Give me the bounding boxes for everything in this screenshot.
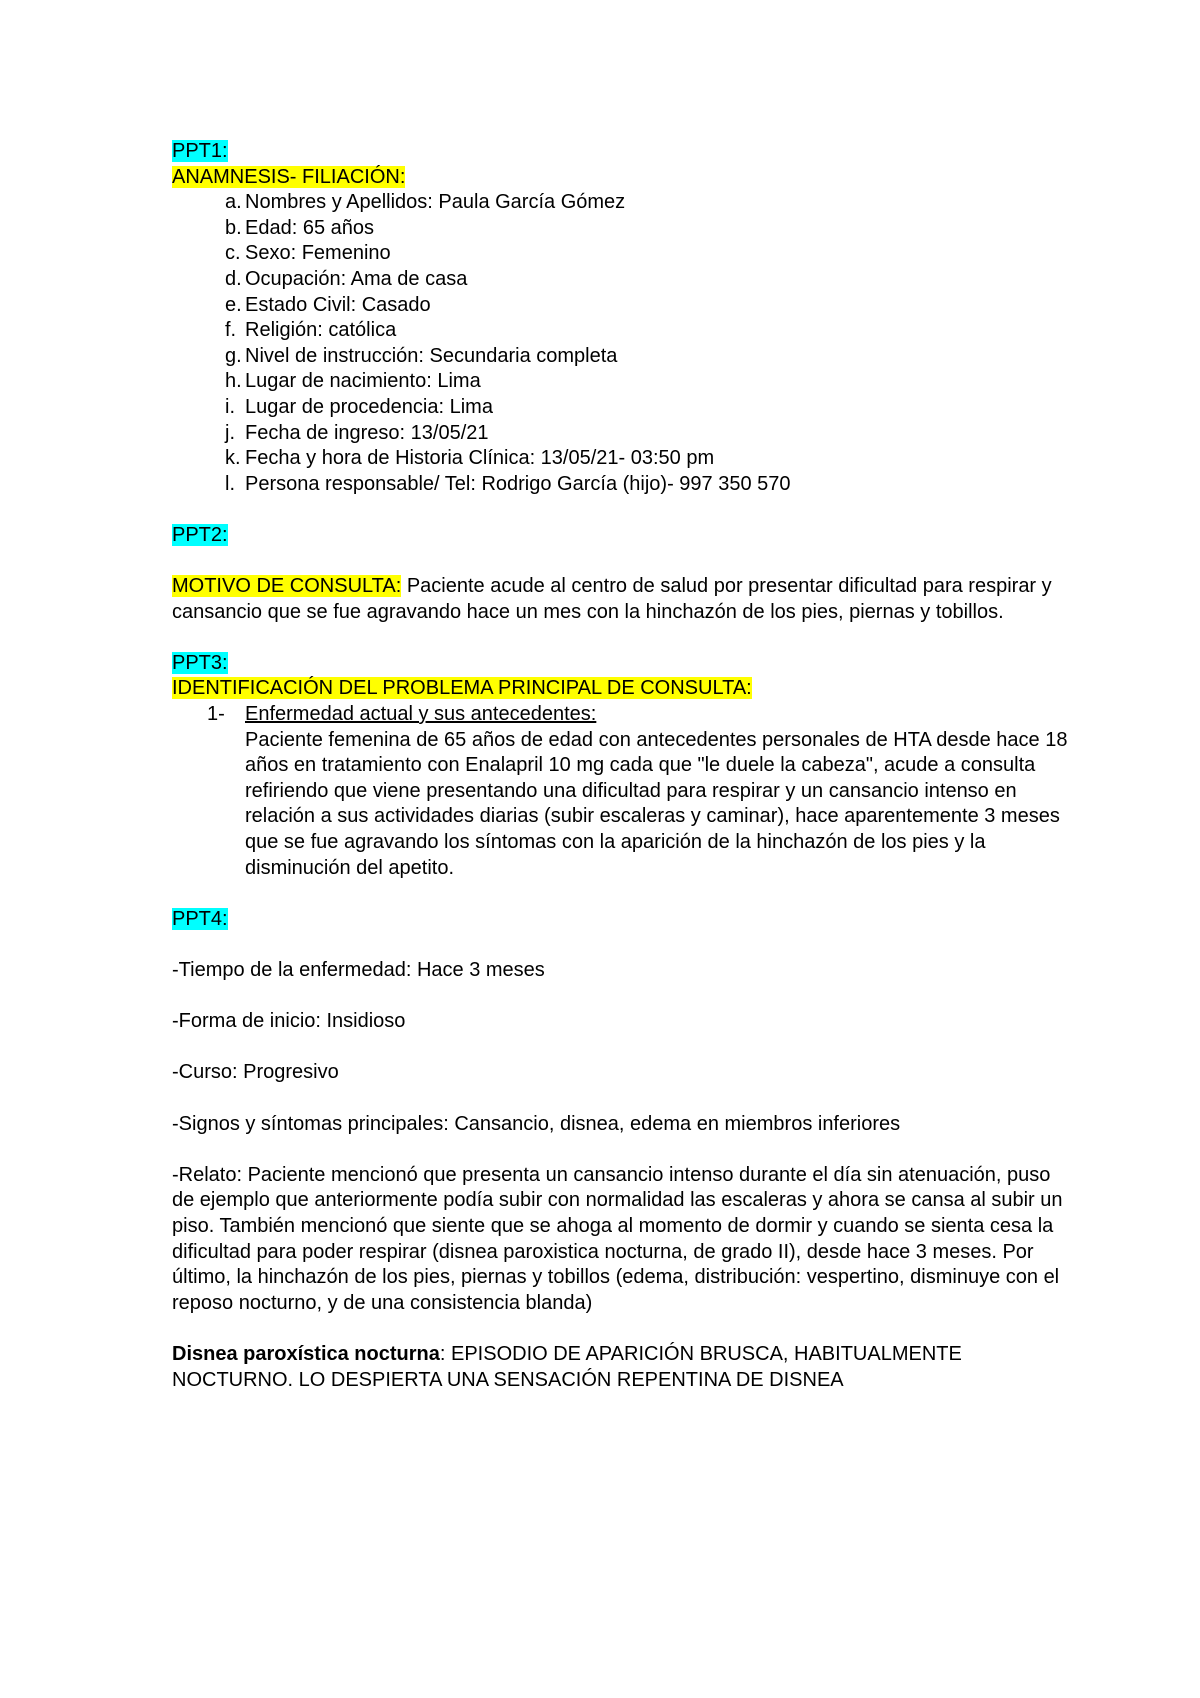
ppt1-label: PPT1: [172, 140, 228, 162]
filiacion-item [172, 369, 1072, 395]
filiacion-item-letter: k. [225, 447, 241, 470]
filiacion-item-letter: a. [225, 191, 242, 214]
enfermedad-actual-item [172, 702, 1072, 881]
filiacion-item-letter: d. [225, 267, 242, 290]
forma-inicio: -Forma de inicio: Insidioso [172, 1010, 406, 1033]
ppt2-label: PPT2: [172, 523, 228, 546]
ppt3-label: PPT3: [172, 651, 228, 674]
filiacion-list [172, 190, 1072, 497]
filiacion-item-text: Nivel de instrucción: Secundaria completa [245, 344, 618, 367]
filiacion-item [172, 446, 1072, 472]
ppt1-section [172, 139, 1072, 165]
filiacion-item [172, 293, 1072, 319]
filiacion-item-letter: b. [225, 216, 242, 239]
filiacion-item-text: Persona responsable/ Tel: Rodrigo García (hijo)- 997 350 570 [245, 472, 791, 495]
filiacion-item [172, 421, 1072, 447]
definition-term: Disnea paroxística nocturna [172, 1342, 440, 1365]
filiacion-item [172, 472, 1072, 498]
filiacion-item [172, 190, 1072, 216]
filiacion-item-text: Fecha y hora de Historia Clínica: 13/05/21- 03:50 pm [245, 447, 715, 470]
filiacion-item-letter: f. [225, 319, 237, 342]
motivo-consulta-text: Paciente acude al centro de salud por presentar dificultad para respirar y cansancio que se fue agravando hace un mes con la hinchazón de los pies, piernas y tobillos. [172, 575, 1052, 623]
filiacion-item-text: Edad: 65 años [245, 216, 374, 239]
filiacion-item-text: Ocupación: Ama de casa [245, 267, 468, 290]
ppt4-label: PPT4: [172, 907, 228, 930]
enfermedad-actual-text: Paciente femenina de 65 años de edad con antecedentes personales de HTA desde hace 18 años en tratamiento con Enalapril 10 mg cada que "le duele la cabeza", acude a consulta refiriendo que viene presentando una dificultad para respirar y un cansancio intenso en relación a sus actividades diarias (subir escaleras y caminar), hace aparentemente 3 meses que se fue agravando los síntomas con la aparición de la hinchazón de los pies y la disminución del apetito. [245, 728, 1068, 879]
ppt2-heading: MOTIVO DE CONSULTA: [172, 575, 402, 598]
filiacion-item-text: Fecha de ingreso: 13/05/21 [245, 421, 489, 444]
filiacion-item [172, 267, 1072, 293]
filiacion-item-letter: j. [225, 421, 235, 444]
definition-paragraph [172, 1342, 1072, 1393]
filiacion-item [172, 318, 1072, 344]
filiacion-item-letter: h. [225, 370, 242, 393]
enfermedad-actual-title: Enfermedad actual y sus antecedentes: [245, 703, 597, 726]
filiacion-item-letter: e. [225, 293, 242, 316]
filiacion-item [172, 216, 1072, 242]
filiacion-item [172, 241, 1072, 267]
filiacion-item-text: Sexo: Femenino [245, 242, 391, 265]
filiacion-item-letter: l. [225, 472, 235, 495]
relato: -Relato: Paciente mencionó que presenta un cansancio intenso durante el día sin atenuación, puso de ejemplo que anteriormente podía subir con normalidad las escaleras y ahora se cansa al subir un piso. También mencionó que siente que se ahoga al momento de dormir y cuando se sienta cesa la dificultad para poder respirar (disnea paroxistica nocturna, de grado II), desde hace 3 meses. Por último, la hinchazón de los pies, piernas y tobillos (edema, distribución: vespertino, disminuye con el reposo nocturno, y de una consistencia blanda) [172, 1163, 1063, 1314]
filiacion-item-text: Lugar de nacimiento: Lima [245, 370, 481, 393]
filiacion-item-text: Lugar de procedencia: Lima [245, 395, 493, 418]
motivo-consulta-paragraph [172, 574, 1072, 625]
curso: -Curso: Progresivo [172, 1061, 339, 1084]
filiacion-item-letter: c. [225, 242, 241, 265]
filiacion-item-letter: i. [225, 395, 235, 418]
filiacion-item-letter: g. [225, 344, 242, 367]
ppt1-heading: ANAMNESIS- FILIACIÓN: [172, 165, 406, 188]
filiacion-item [172, 395, 1072, 421]
signos-sintomas: -Signos y síntomas principales: Cansancio, disnea, edema en miembros inferiores [172, 1112, 901, 1135]
filiacion-item-text: Estado Civil: Casado [245, 293, 431, 316]
filiacion-item-text: Religión: católica [245, 319, 397, 342]
filiacion-item [172, 344, 1072, 370]
item-number: 1- [207, 703, 225, 726]
document-page [172, 139, 1072, 1393]
filiacion-item-text: Nombres y Apellidos: Paula García Gómez [245, 191, 626, 214]
tiempo-enfermedad: -Tiempo de la enfermedad: Hace 3 meses [172, 959, 545, 981]
definition-text: : EPISODIO DE APARICIÓN BRUSCA, HABITUALMENTE NOCTURNO. LO DESPIERTA UNA SENSACIÓN REPENTINA DE DISNEA [172, 1342, 962, 1391]
ppt3-heading: IDENTIFICACIÓN DEL PROBLEMA PRINCIPAL DE CONSULTA: [172, 677, 752, 700]
